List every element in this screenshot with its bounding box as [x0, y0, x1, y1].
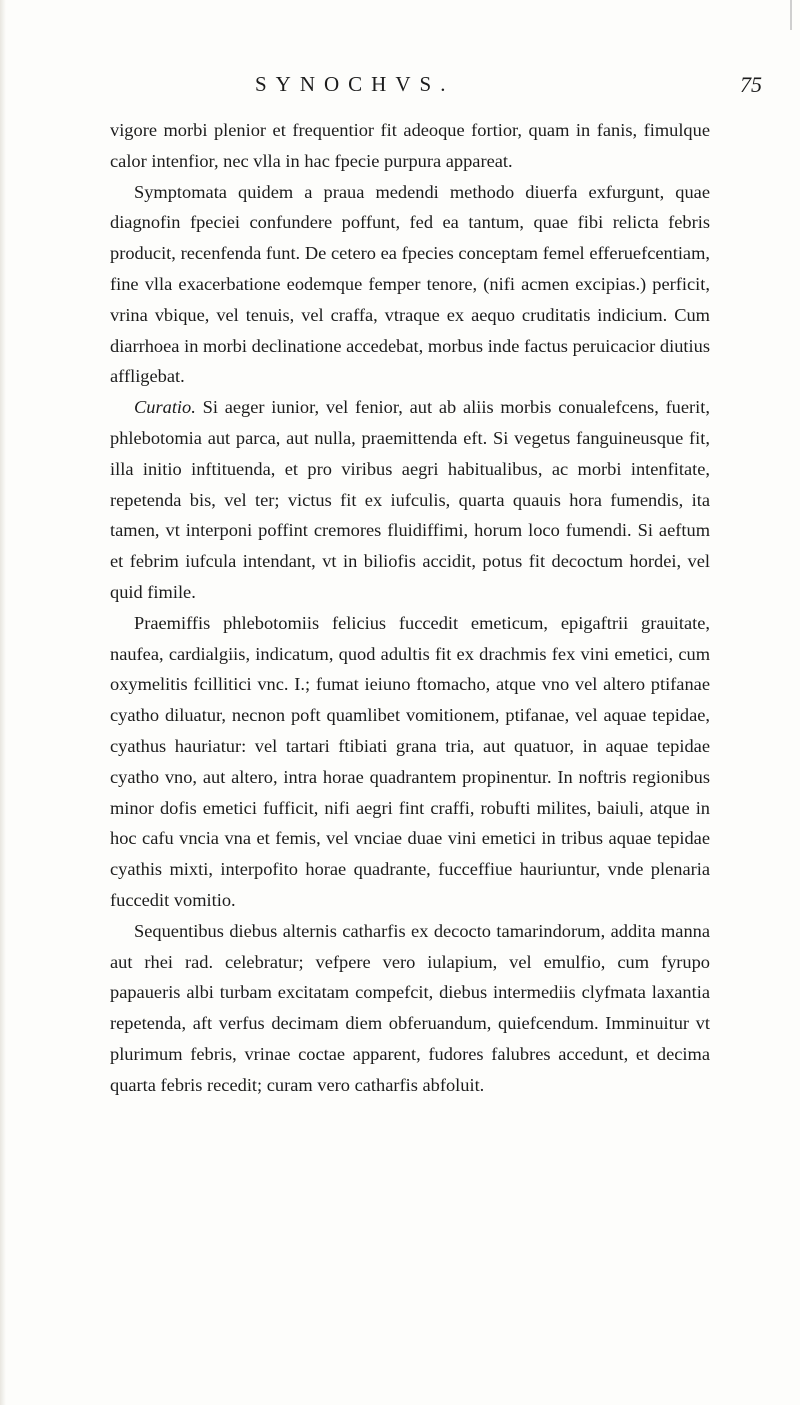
- section-heading-curatio: Curatio.: [134, 397, 196, 418]
- page-edge-mark: [790, 0, 792, 30]
- paragraph-text: Symptomata quidem a praua medendi methodo diuerfa exfurgunt, quae diagnofin fpeciei confundere poffunt, fed ea tantum, quae fibi relicta febris producit, recenfenda funt. De cetero ea fpecies conceptam femel efferuefcentiam, fine vlla exacerbatione eodemque femper tenore, (nifi acmen excipias.) perficit, vrina vbique, vel tenuis, vel craffa, vtraque ex aequo cruditatis indicium. Cum diarrhoea in morbi declinatione accedebat, morbus inde factus peruicacior diutius affligebat.: [110, 181, 710, 387]
- paragraph-text: vigore morbi plenior et frequentior fit adeoque fortior, quam in fanis, fimulque calor intenfior, nec vlla in hac fpecie purpura appareat.: [110, 120, 710, 171]
- page-gutter-shadow: [0, 0, 6, 1405]
- body-text: [110, 115, 710, 1101]
- paragraph-text: Si aeger iunior, vel fenior, aut ab aliis morbis conualefcens, fuerit, phlebotomia aut parca, aut nulla, praemittenda eft. Si vegetus fanguineusque fit, illa initio inftituenda, et pro viribus aegri habitualibus, ac morbi intenfitate, repetenda bis, vel ter; victus fit ex iufculis, quarta quauis hora fumendis, ita tamen, vt interponi poffint cremores fluidiffimi, horum loco fumendi. Si aeftum et febrim iufcula intendant, vt in biliofis accidit, potus fit decoctum hordei, vel quid fimile.: [110, 397, 710, 602]
- paragraph-1: [110, 115, 710, 177]
- paragraph-text: Sequentibus diebus alternis catharfis ex decocto tamarindorum, addita manna aut rhei rad. celebratur; vefpere vero iulapium, vel emulfio, cum fyrupo papaueris albi turbam excitatam compefcit, diebus intermediis clyfmata laxantia repetenda, aft verfus decimam diem obferuandum, quiefcendum. Imminuitur vt plurimum febris, vrinae coctae apparent, fudores falubres accedunt, et decima quarta febris recedit; curam vero catharfis abfoluit.: [110, 920, 710, 1095]
- paragraph-3: [110, 392, 710, 608]
- paragraph-2: [110, 177, 710, 393]
- paragraph-5: [110, 916, 710, 1101]
- page-number: 75: [740, 72, 762, 97]
- running-head: SYNOCHVS.: [255, 72, 455, 96]
- paragraph-4: [110, 608, 710, 916]
- paragraph-text: Praemiffis phlebotomiis felicius fuccedit emeticum, epigaftrii grauitate, naufea, cardialgiis, indicatum, quod adultis fit ex drachmis fex vini emetici, cum oxymelitis fcillitici vnc. I.; fumat ieiuno ftomacho, atque vno vel altero ptifanae cyatho diluatur, necnon poft quamlibet vomitionem, ptifanae, vel aquae tepidae, cyathus hauriatur: vel tartari ftibiati grana tria, aut quatuor, in aquae tepidae cyatho vno, aut altero, intra horae quadrantem propinentur. In noftris regionibus minor dofis emetici fufficit, nifi aegri fint craffi, robufti milites, baiuli, atque in hoc cafu vncia vna et femis, vel vnciae duae vini emetici in tribus aquae tepidae cyathis mixti, interpofito horae quadrante, fucceffiue hauriuntur, vnde plenaria fuccedit vomitio.: [110, 612, 710, 910]
